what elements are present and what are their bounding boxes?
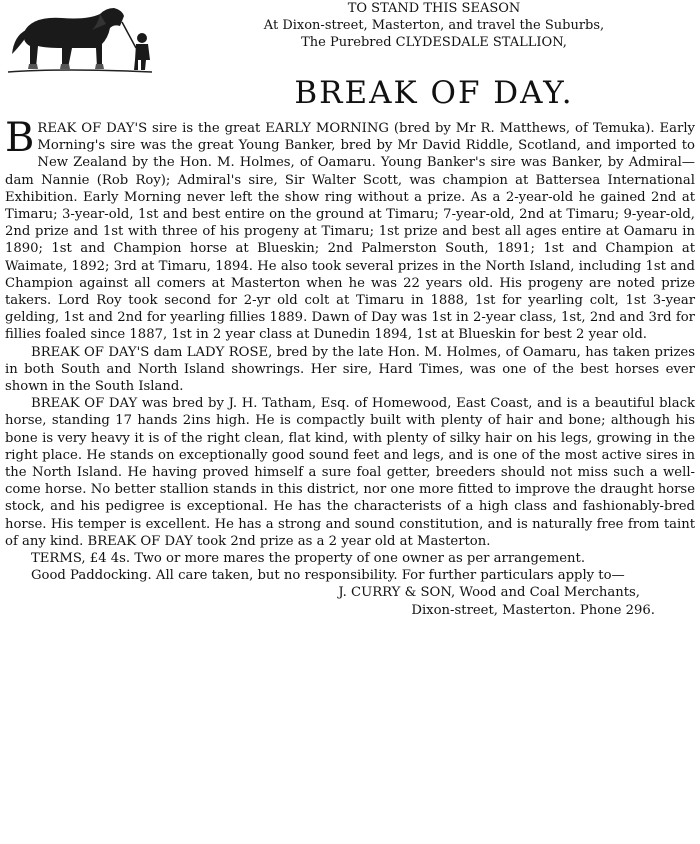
paragraph-sire-text: REAK OF DAY'S sire is the great EARLY MORNING (bred by Mr R. Matthews, of Temuka). Early Morning's sire was the great Young Banker, bred by Mr David Riddle, Scotland, and imported to New Zealand by the Hon. M. Holmes, of Oamaru. Young Banker's sire was Banker, by Admiral—dam Nannie (Rob Roy); Admiral's sire, Sir Walter Scott, was champion at Battersea International Exhibition. Early Morning never left the show ring without a prize. As a 2-year-old he gained 2nd at Timaru; 3-year-old, 1st and best entire on the ground at Timaru; 7-year-old, 2nd at Timaru; 9-year-old, 2nd prize and 1st with three of his progeny at Timaru; 1st prize and best all ages entire at Oamaru in 1890; 1st and Champion horse at Blueskin; 2nd Palmerston South, 1891; 1st and Champion at Waimate, 1892; 3rd at Timaru, 1894. He also took several prizes in the North Island, including 1st and Champion against all comers at Masterton when he was 22 years old. His progeny are noted prize takers. Lord Roy took second for 2-yr old colt at Timaru in 1888, 1st for yearling colt, 1st 3-year gelding, 1st and 2nd for yearling fillies 1889. Dawn of Day was 1st in 2-year class, 1st, 2nd and 3rd for fillies foaled since 1887, 1st in 2 year class at Dunedin 1894, 1st at Blueskin for best 2 year old. — [5, 121, 695, 343]
paragraph-dam: BREAK OF DAY'S dam LADY ROSE, bred by the late Hon. M. Holmes, of Oamaru, has taken prizes in both South and North Island showrings. Her sire, Hard Times, was one of the best horses ever shown in the South Island. — [5, 344, 695, 395]
ad-header — [172, 0, 696, 51]
ad-title: BREAK OF DAY. — [294, 75, 574, 111]
signature-line-1: J. CURRY & SON, Wood and Coal Merchants, — [338, 585, 640, 601]
signature-line-2: Dixon-street, Masterton. Phone 296. — [411, 602, 655, 618]
ad-body — [5, 115, 695, 619]
horse-and-handler-illustration — [2, 2, 170, 76]
header-line-2: At Dixon-street, Masterton, and travel the Suburbs, — [263, 18, 605, 33]
drop-cap: B — [5, 115, 35, 161]
header-line-3: The Purebred CLYDESDALE STALLION, — [301, 35, 567, 50]
paragraph-description: BREAK OF DAY was bred by J. H. Tatham, Esq. of Homewood, East Coast, and is a beautiful black horse, standing 17 hands 2ins high. He is compactly built with plenty of hair and bone; although his bone is very heavy it is of the right clean, flat kind, with plenty of silky hair on his legs, growing in the right place. He stands on exceptionally good sound feet and legs, and is one of the most active sires in the North Island. He having proved himself a sure foal getter, breeders should not miss such a well-come horse. No better stallion stands in this district, nor one more fitted to improve the draught horse stock, and his pedigree is exceptional. He has the characterists of a high class and fashionably-bred horse. His temper is excellent. He has a strong and sound constitution, and is naturally free from taint of any kind. BREAK OF DAY took 2nd prize as a 2 year old at Masterton. — [5, 396, 695, 549]
paragraph-terms: TERMS, £4 4s. Two or more mares the property of one owner as per arrangement. — [31, 551, 586, 567]
paragraph-paddocking: Good Paddocking. All care taken, but no responsibility. For further particulars apply to— — [31, 568, 625, 584]
paragraph-sire — [5, 115, 695, 344]
header-line-1: TO STAND THIS SEASON — [347, 1, 521, 16]
